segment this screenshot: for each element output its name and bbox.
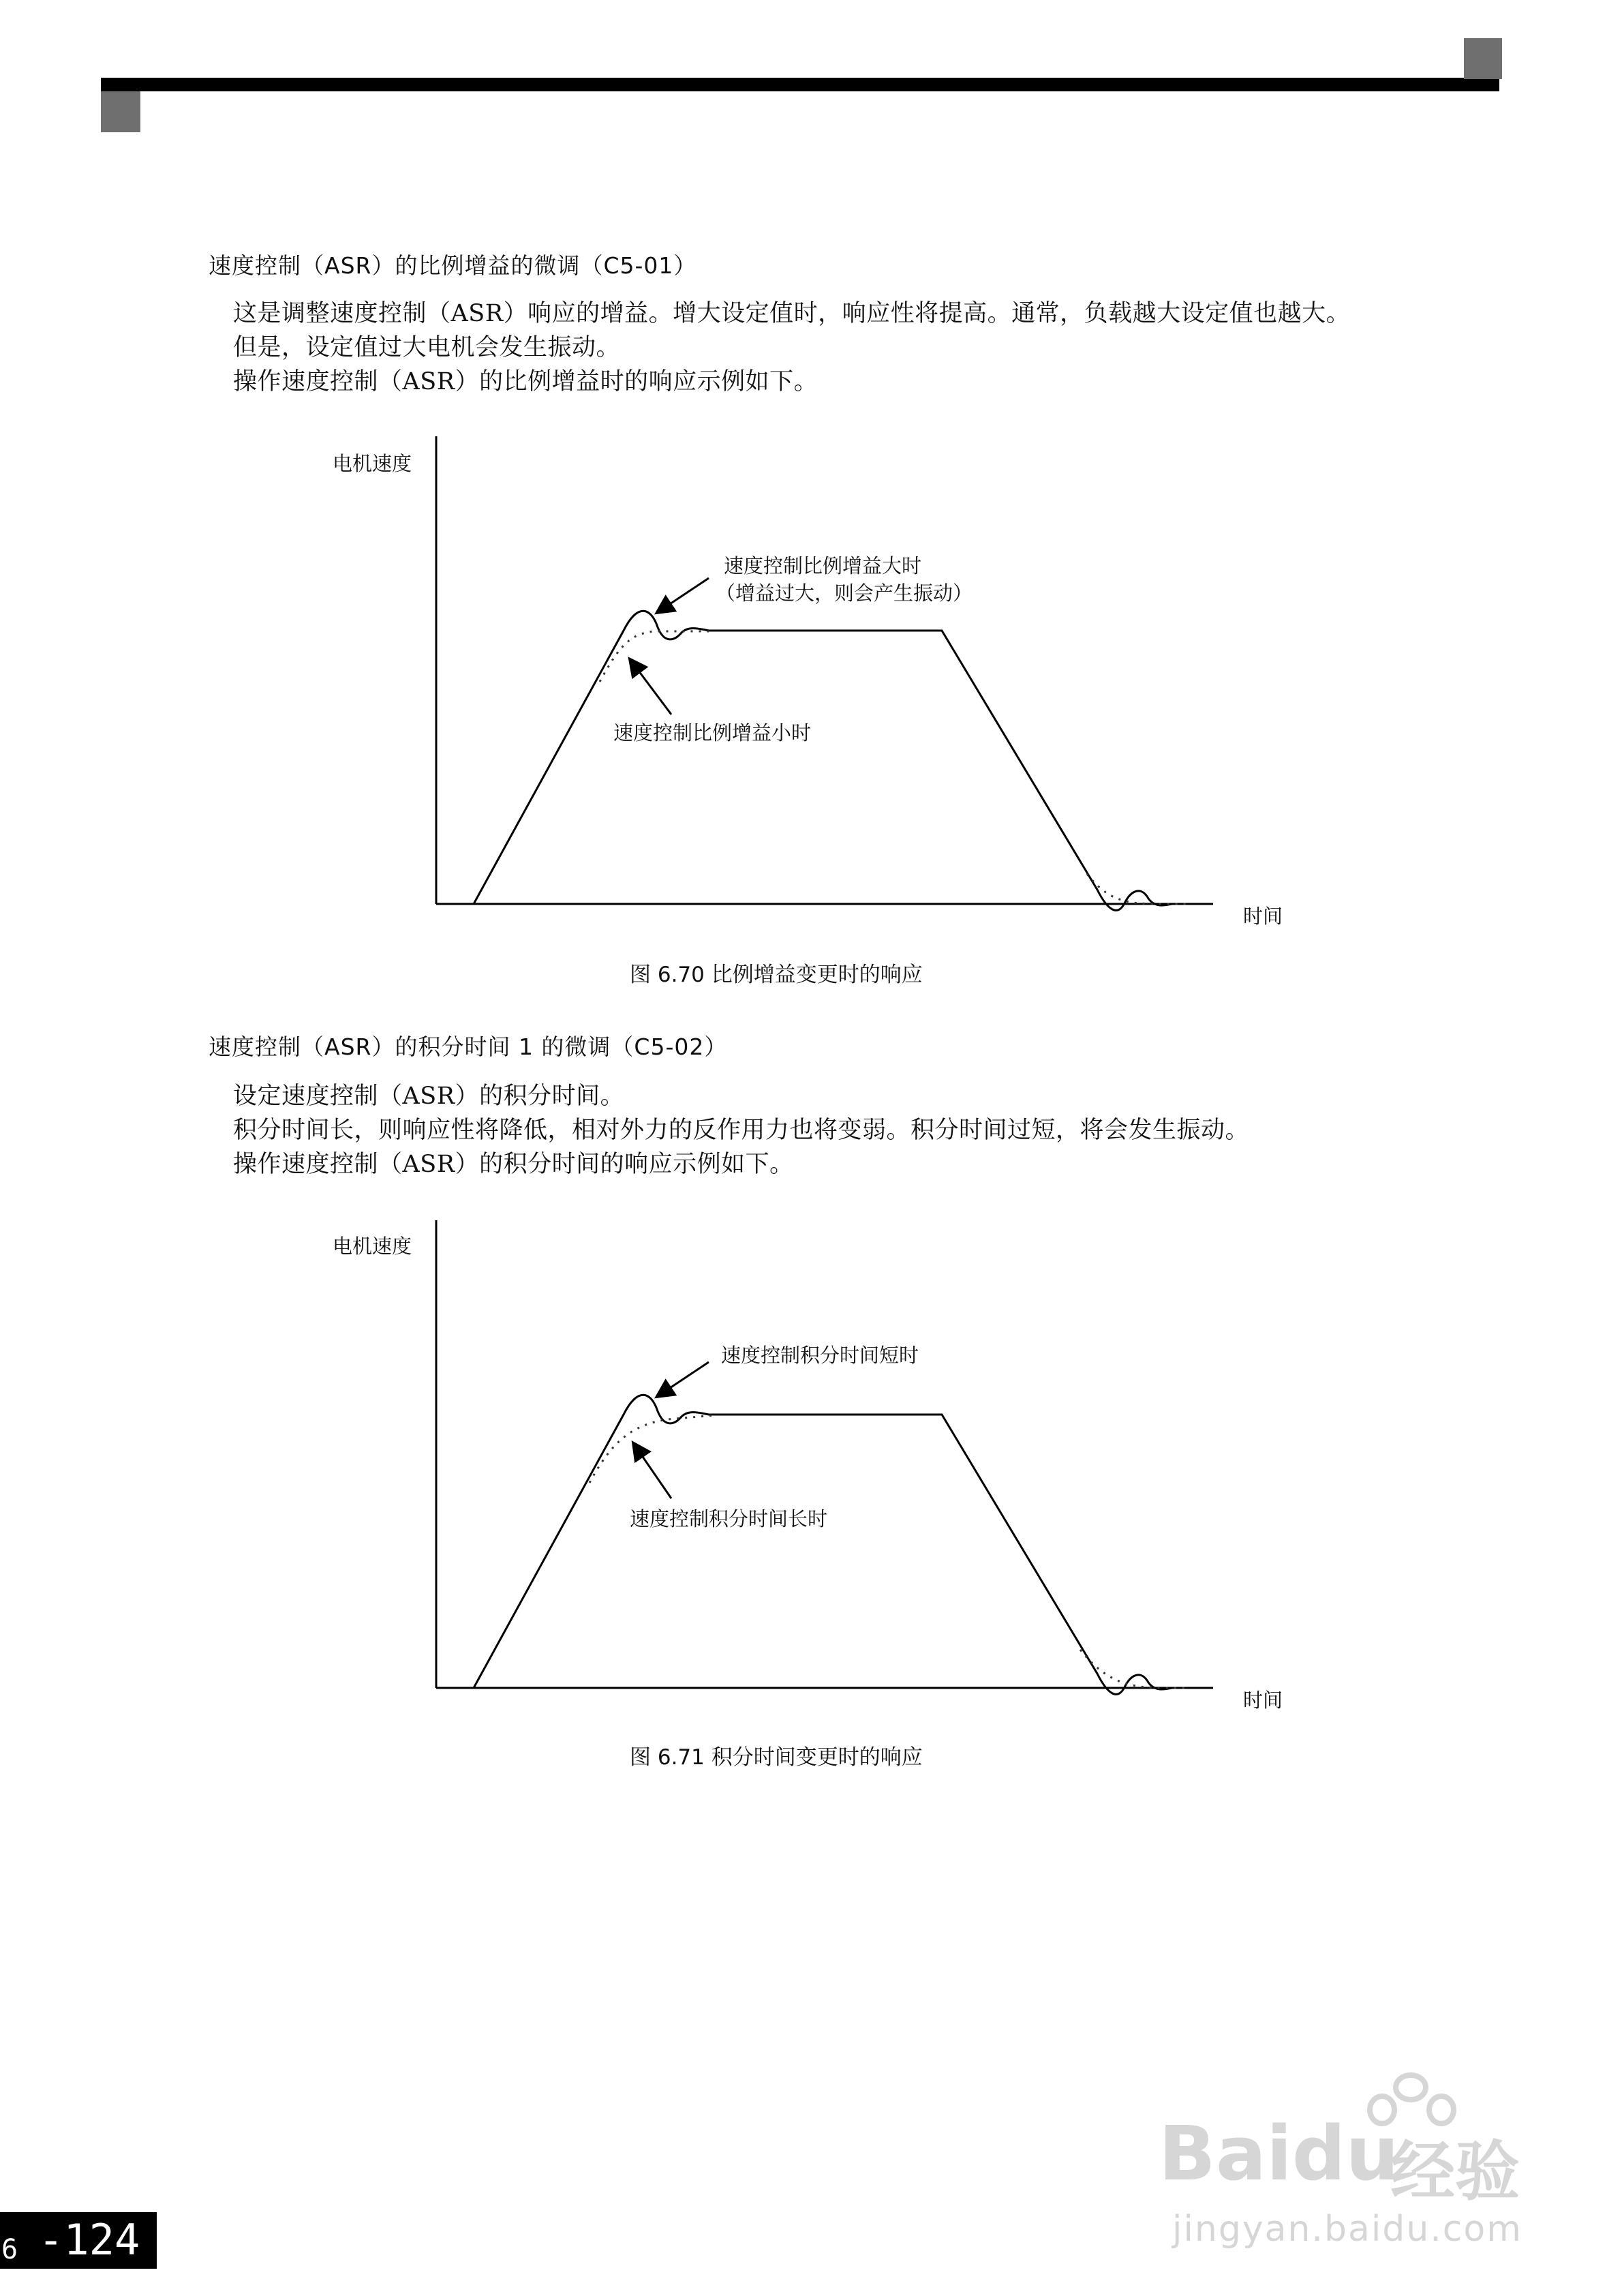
- section-2-line-2: 积分时间长，则响应性将降低，相对外力的反作用力也将变弱。积分时间过短，将会发生振动。: [233, 1117, 1250, 1144]
- watermark-brand-3: 经验: [1390, 2134, 1520, 2209]
- figure-1-annotation-high-line-2: （增益过大，则会产生振动）: [716, 581, 973, 605]
- watermark-url: jingyan.baidu.com: [1172, 2209, 1522, 2250]
- section-1-title: 速度控制（ASR）的比例增益的微调（C5-01）: [209, 252, 697, 279]
- section-2-line-1: 设定速度控制（ASR）的积分时间。: [233, 1083, 625, 1110]
- page-number: -124: [38, 2215, 140, 2265]
- figure-1-arrow-low: [630, 660, 671, 714]
- figure-1-response-low-gain: [600, 631, 1186, 904]
- figure-2-x-label: 时间: [1243, 1689, 1283, 1712]
- watermark-brand-2: du: [1291, 2110, 1399, 2197]
- figure-1-response-high-gain: [474, 611, 1189, 910]
- watermark-brand-1: Bai: [1159, 2110, 1292, 2197]
- section-1-line-3: 操作速度控制（ASR）的比例增益时的响应示例如下。: [233, 368, 818, 395]
- figure-2-annotation-short: 速度控制积分时间短时: [721, 1344, 919, 1367]
- figure-2-caption: 图 6.71 积分时间变更时的响应: [630, 1745, 923, 1770]
- figure-2-response-short-time: [474, 1395, 1189, 1694]
- page-number-prefix: 6: [1, 2234, 18, 2265]
- figure-1-x-label: 时间: [1243, 905, 1283, 928]
- figure-1-arrow-high: [658, 578, 709, 612]
- figure-1-y-label: 电机速度: [333, 452, 412, 475]
- figure-2-y-label: 电机速度: [333, 1235, 412, 1258]
- figure-2-arrow-long: [634, 1444, 671, 1498]
- figure-1-annotation-high-line-1: 速度控制比例增益大时: [724, 554, 922, 577]
- section-1-line-2: 但是，设定值过大电机会发生振动。: [233, 334, 621, 361]
- section-2-title: 速度控制（ASR）的积分时间 1 的微调（C5-02）: [209, 1033, 728, 1060]
- figure-1-annotation-low: 速度控制比例增益小时: [613, 721, 812, 744]
- figure-1-caption: 图 6.70 比例增益变更时的响应: [630, 963, 923, 987]
- figure-2-arrow-short: [658, 1362, 709, 1396]
- figure-2-annotation-long: 速度控制积分时间长时: [630, 1507, 828, 1530]
- figure-2-response-long-time: [590, 1415, 1186, 1688]
- section-2-line-3: 操作速度控制（ASR）的积分时间的响应示例如下。: [233, 1151, 794, 1178]
- section-1-line-1: 这是调整速度控制（ASR）响应的增益。增大设定值时，响应性将提高。通常，负载越大设定值也越大。: [233, 300, 1351, 327]
